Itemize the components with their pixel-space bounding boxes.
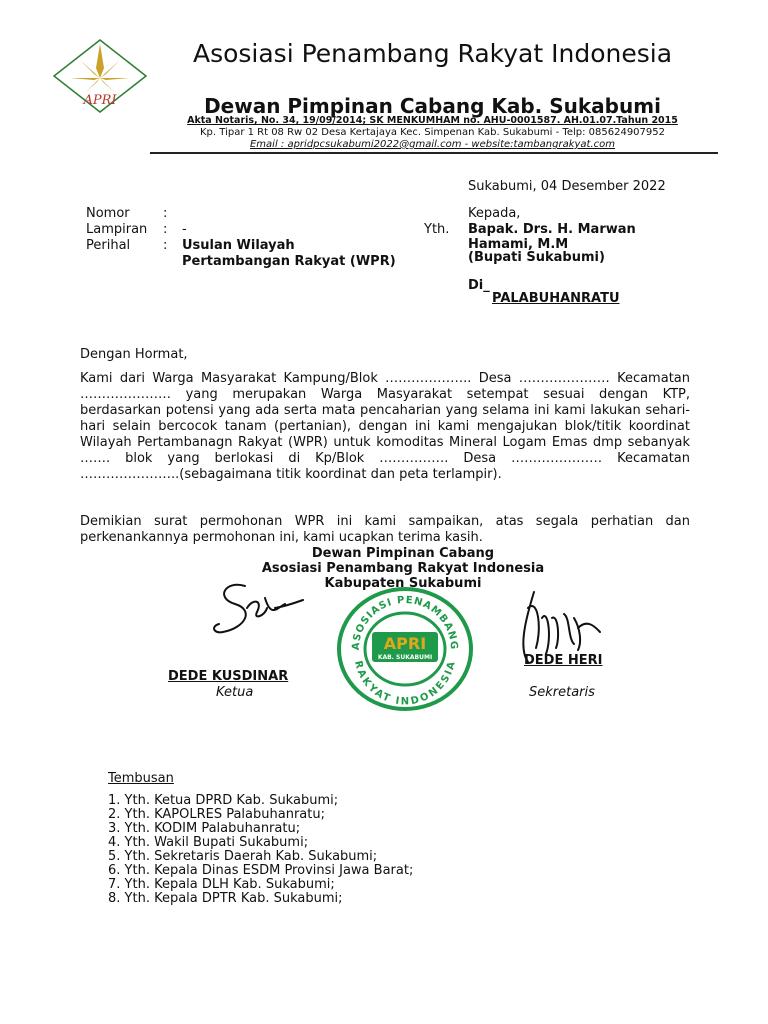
- cc-item: 2. Yth. KAPOLRES Palabuhanratu;: [108, 807, 325, 822]
- lampiran-colon: :: [163, 222, 168, 237]
- recipient-line-2: Hamami, M.M: [468, 237, 569, 252]
- letter-date: Sukabumi, 04 Desember 2022: [468, 179, 666, 194]
- body-paragraph-2: Demikian surat permohonan WPR ini kami sampaikan, atas segala perhatian dan perkenankannya permohonan ini, kami ucapkan terima kasih.: [80, 514, 690, 545]
- place-name: PALABUHANRATU: [492, 291, 620, 306]
- sekretaris-role: Sekretaris: [529, 685, 595, 700]
- lampiran-label: Lampiran: [86, 222, 148, 237]
- logo-text: APRI: [83, 93, 117, 108]
- official-stamp: [336, 586, 474, 712]
- header-divider: [150, 152, 718, 154]
- kepada-label: Kepada,: [468, 206, 521, 221]
- stamp-center-text: APRI: [383, 634, 427, 653]
- ketua-signature: [205, 578, 305, 648]
- recipient-line-1: Bapak. Drs. H. Marwan: [468, 222, 636, 237]
- cc-title: Tembusan: [108, 771, 174, 786]
- cc-item: 7. Yth. Kepala DLH Kab. Sukabumi;: [108, 877, 335, 892]
- perihal-line-2: Pertambangan Rakyat (WPR): [182, 254, 396, 269]
- cc-item: 1. Yth. Ketua DPRD Kab. Sukabumi;: [108, 793, 339, 808]
- cc-item: 4. Yth. Wakil Bupati Sukabumi;: [108, 835, 309, 850]
- perihal-colon: :: [163, 238, 168, 253]
- email-line[interactable]: Email : apridpcsukabumi2022@gmail.com - website:tambangrakyat.com: [249, 139, 616, 150]
- nomor-colon: :: [163, 206, 168, 221]
- org-name: Asosiasi Penambang Rakyat Indonesia: [192, 39, 673, 68]
- yth-label: Yth.: [424, 222, 450, 237]
- body-paragraph-1: Kami dari Warga Masyarakat Kampung/Blok ……………….. Desa ………………… Kecamatan ………………… yang merupakan Warga Masyarakat setempat sesuai dengan KTP, berdasarkan potensi yang ada serta mata pencaharian yang selama ini kami lakukan sehari-hari selain bercocok tanam (pertanian), dengan ini kami mengajukan blok/titik koordinat Wilayah Pertambanagn Rakyat (WPR) untuk komoditas Mineral Logam Emas dmp sebanyak ……. blok yang berlokasi di Kp/Blok ……………. Desa ………………… Kecamatan …………………..(sebagaimana titik koordinat dan peta terlampir).: [80, 371, 690, 482]
- salutation: Dengan Hormat,: [80, 347, 188, 362]
- di-label: Di_: [468, 278, 490, 293]
- sekretaris-name: DEDE HERI: [524, 653, 603, 668]
- address-line: Kp. Tipar 1 Rt 08 Rw 02 Desa Kertajaya Kec. Simpenan Kab. Sukabumi - Telp: 085624907952: [200, 127, 665, 138]
- ketua-name: DEDE KUSDINAR: [168, 669, 289, 684]
- branch-name: Dewan Pimpinan Cabang Kab. Sukabumi: [204, 94, 661, 118]
- stamp-sub-text: KAB. SUKABUMI: [377, 654, 433, 661]
- perihal-label: Perihal: [86, 238, 131, 253]
- perihal-line-1: Usulan Wilayah: [182, 238, 295, 253]
- stamp-top-text: ASOSIASI PENAMBANG: [350, 594, 460, 651]
- nomor-label: Nomor: [86, 206, 130, 221]
- cc-item: 6. Yth. Kepala Dinas ESDM Provinsi Jawa Barat;: [108, 863, 414, 878]
- lampiran-value: -: [182, 222, 187, 237]
- recipient-line-3: (Bupati Sukabumi): [468, 250, 605, 265]
- legal-line: Akta Notaris, No. 34, 19/09/2014; SK MENKUMHAM no. AHU-0001587. AH.01.07.Tahun 2015: [187, 115, 678, 126]
- cc-item: 8. Yth. Kepala DPTR Kab. Sukabumi;: [108, 891, 343, 906]
- sign-org-line-2: Asosiasi Penambang Rakyat Indonesia: [261, 561, 545, 576]
- ketua-role: Ketua: [216, 685, 254, 700]
- cc-item: 5. Yth. Sekretaris Daerah Kab. Sukabumi;: [108, 849, 378, 864]
- apri-logo: [50, 38, 150, 120]
- sign-org-line-3: Kabupaten Sukabumi: [324, 576, 482, 591]
- cc-item: 3. Yth. KODIM Palabuhanratu;: [108, 821, 301, 836]
- stamp-bottom-text: RAKYAT INDONESIA: [352, 659, 458, 708]
- sign-org-line-1: Dewan Pimpinan Cabang: [311, 546, 495, 561]
